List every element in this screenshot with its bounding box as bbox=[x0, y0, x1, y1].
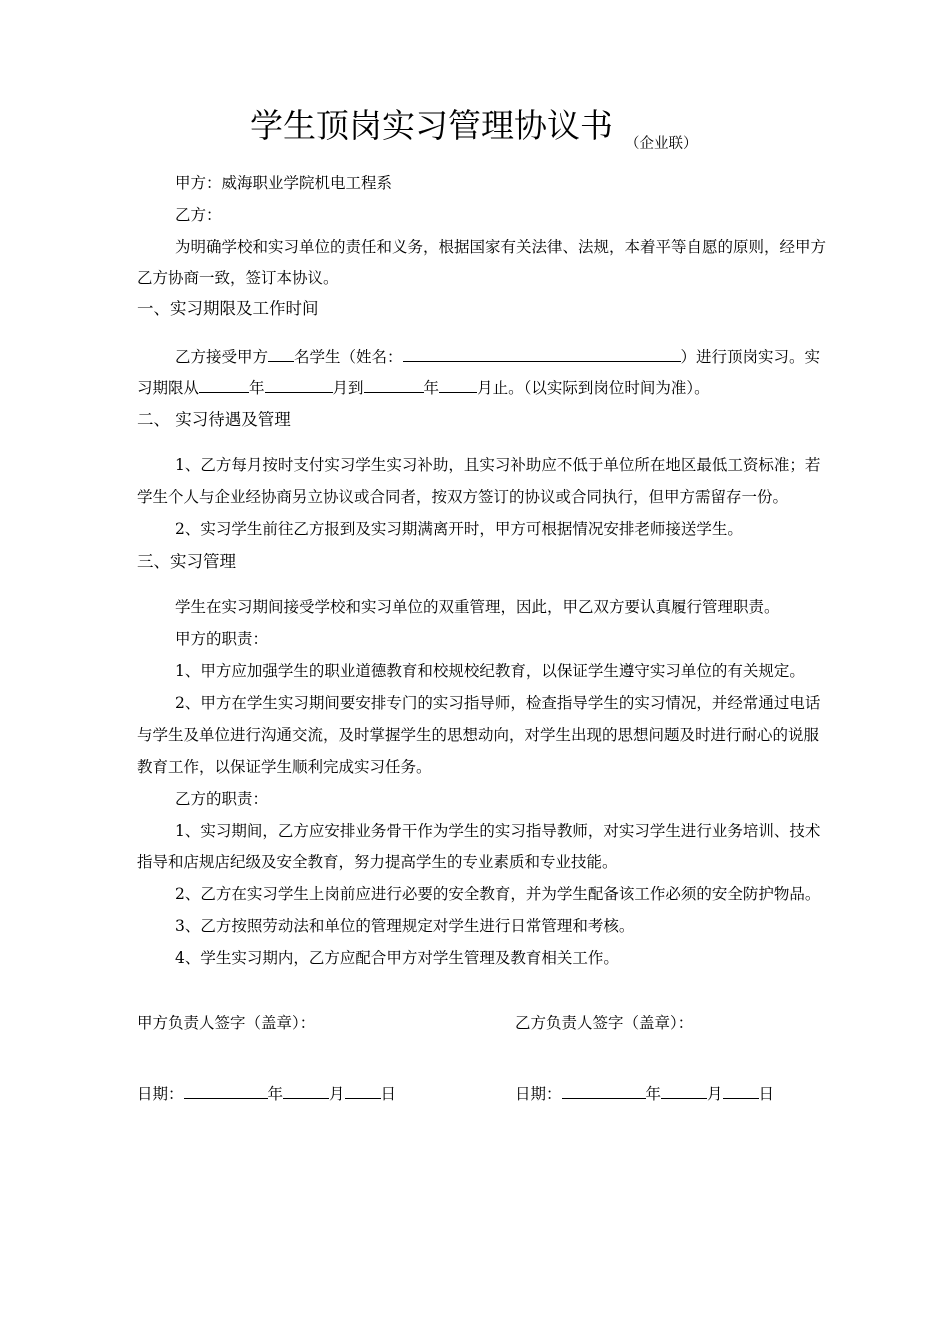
end-year-blank bbox=[364, 376, 424, 393]
day-label: 日 bbox=[380, 1085, 397, 1103]
section-2-item-1-line-1: 1、乙方每月按时支付实习学生实习补助，且实习补助应不低于单位所在地区最低工资标准；若 bbox=[175, 456, 821, 474]
text-segment: 年 bbox=[249, 379, 265, 397]
party-b-duty-4: 4、学生实习期内，乙方应配合甲方对学生管理及教育相关工作。 bbox=[175, 949, 619, 967]
section-1-heading: 一、实习期限及工作时间 bbox=[137, 299, 319, 318]
section-2-heading: 二、 实习待遇及管理 bbox=[137, 410, 291, 429]
month-label: 月 bbox=[329, 1085, 345, 1103]
day-blank bbox=[345, 1082, 381, 1099]
text-segment: 月止。（以实际到岗位时间为准）。 bbox=[477, 379, 710, 397]
section-2-item-1-line-2: 学生个人与企业经协商另立协议或合同者，按双方签订的协议或合同执行，但甲方需留存一份。 bbox=[137, 488, 789, 506]
party-a-line: 甲方：威海职业学院机电工程系 bbox=[175, 174, 393, 192]
month-blank bbox=[283, 1082, 329, 1099]
section-1-line-2 bbox=[137, 376, 710, 398]
text-segment: 习期限从 bbox=[137, 379, 200, 397]
section-2-item-2: 2、实习学生前往乙方报到及实习期满离开时，甲方可根据情况安排老师接送学生。 bbox=[175, 520, 743, 538]
party-a-duty-2-line-1: 2、甲方在学生实习期间要安排专门的实习指导师，检查指导学生的实习情况，并经常通过电话 bbox=[175, 694, 821, 712]
party-b-duty-3: 3、乙方按照劳动法和单位的管理规定对学生进行日常管理和考核。 bbox=[175, 917, 635, 935]
party-b-duty-2: 2、乙方在实习学生上岗前应进行必要的安全教育，并为学生配备该工作必须的安全防护物品。 bbox=[175, 885, 821, 903]
document-subtitle: （企业联） bbox=[625, 136, 698, 152]
day-blank bbox=[723, 1082, 759, 1099]
party-a-signature-label: 甲方负责人签字（盖章）： bbox=[137, 1014, 316, 1032]
text-segment: 乙方接受甲方 bbox=[175, 348, 269, 366]
year-label: 年 bbox=[645, 1085, 662, 1103]
date-label: 日期： bbox=[137, 1085, 184, 1103]
text-segment: ）进行顶岗实习。实 bbox=[680, 348, 821, 366]
section-3-heading: 三、实习管理 bbox=[137, 552, 236, 571]
intro-line-2: 乙方协商一致，签订本协议。 bbox=[137, 269, 339, 287]
party-b-duty-1-line-2: 指导和店规店纪级及安全教育，努力提高学生的专业素质和专业技能。 bbox=[137, 853, 618, 871]
student-count-blank bbox=[268, 345, 294, 362]
month-label: 月 bbox=[707, 1085, 723, 1103]
party-a-duties-heading: 甲方的职责： bbox=[175, 630, 269, 648]
party-b-line: 乙方： bbox=[175, 206, 222, 224]
party-a-duty-2-line-3: 教育工作，以保证学生顺利完成实习任务。 bbox=[137, 758, 432, 776]
document-title: 学生顶岗实习管理协议书 bbox=[250, 106, 613, 145]
section-1-line-1 bbox=[175, 345, 820, 367]
party-b-date-line bbox=[515, 1082, 774, 1104]
date-label: 日期： bbox=[515, 1085, 562, 1103]
text-segment: 年 bbox=[423, 379, 440, 397]
end-month-blank bbox=[439, 376, 477, 393]
party-a-duty-1: 1、甲方应加强学生的职业道德教育和校规校纪教育，以保证学生遵守实习单位的有关规定。 bbox=[175, 662, 805, 680]
party-b-signature-label: 乙方负责人签字（盖章）： bbox=[515, 1014, 694, 1032]
start-year-blank bbox=[199, 376, 249, 393]
month-blank bbox=[661, 1082, 707, 1099]
start-month-blank bbox=[265, 376, 333, 393]
student-names-blank bbox=[403, 345, 681, 362]
party-a-date-line bbox=[137, 1082, 396, 1104]
day-label: 日 bbox=[758, 1085, 775, 1103]
party-a-duty-2-line-2: 与学生及单位进行沟通交流，及时掌握学生的思想动向，对学生出现的思想问题及时进行耐心的说服 bbox=[137, 726, 820, 744]
text-segment: 名学生（姓名： bbox=[294, 348, 403, 366]
section-3-intro: 学生在实习期间接受学校和实习单位的双重管理，因此，甲乙双方要认真履行管理职责。 bbox=[175, 598, 780, 616]
year-blank bbox=[184, 1082, 268, 1099]
intro-line-1: 为明确学校和实习单位的责任和义务，根据国家有关法律、法规，本着平等自愿的原则，经甲方 bbox=[175, 238, 827, 256]
party-b-duty-1-line-1: 1、实习期间，乙方应安排业务骨干作为学生的实习指导教师，对实习学生进行业务培训、技术 bbox=[175, 822, 821, 840]
text-segment: 月到 bbox=[332, 379, 364, 397]
party-b-duties-heading: 乙方的职责： bbox=[175, 790, 269, 808]
year-label: 年 bbox=[267, 1085, 284, 1103]
year-blank bbox=[562, 1082, 646, 1099]
